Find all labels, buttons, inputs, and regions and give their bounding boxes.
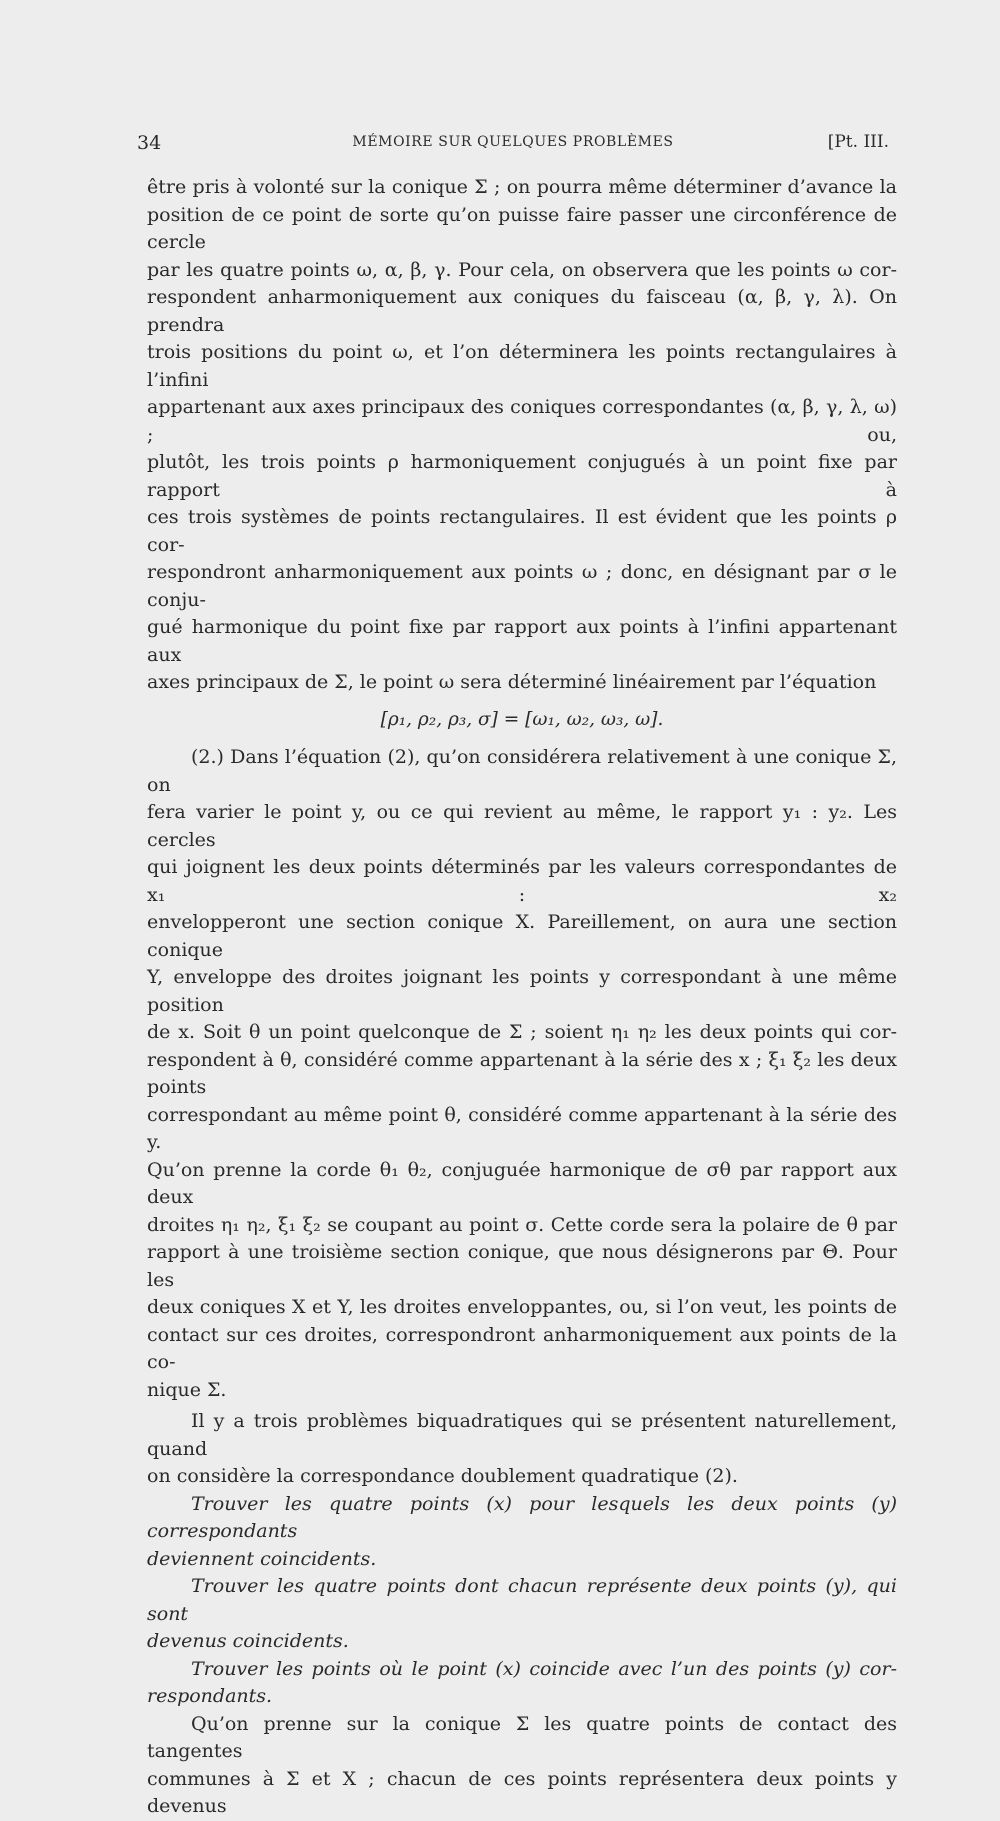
text-line: Trouver les points où le point (x) coincide avec l’un des points (y) cor- (191, 1657, 897, 1680)
page-body (147, 174, 897, 1821)
text-line: trois positions du point ω, et l’on déterminera les points rectangulaires à l’infini (147, 341, 897, 391)
text-line: fera varier le point y, ou ce qui revient au même, le rapport y₁ : y₂. Les cercles (147, 801, 897, 851)
problem-2 (147, 1573, 897, 1656)
text-line: Qu’on prenne la corde θ₁ θ₂, conjuguée harmonique de σθ par rapport aux deux (147, 1158, 897, 1208)
text-line: position de ce point de sorte qu’on puisse faire passer une circonférence de cercle (147, 203, 897, 253)
text-line: respondront anharmoniquement aux points ω ; donc, en désignant par σ le conju- (147, 561, 897, 611)
text-line: on considère la correspondance doublement quadratique (2). (147, 1465, 738, 1487)
text-line: correspondant au même point θ, considéré comme appartenant à la série des y. (147, 1103, 897, 1153)
running-title: MÉMOIRE SUR QUELQUES PROBLÈMES (352, 134, 674, 150)
text-line: envelopperont une section conique X. Pareillement, on aura une section conique (147, 911, 897, 961)
text-line: Il y a trois problèmes biquadratiques qui se présentent naturellement, quand (147, 1410, 897, 1460)
text-line: nique Σ. (147, 1378, 227, 1401)
text-line: droites η₁ η₂, ξ₁ ξ₂ se coupant au point σ. Cette corde sera la polaire de θ par (147, 1213, 897, 1236)
text-line: qui joignent les deux points déterminés par les valeurs correspondantes de x₁ : x₂ (147, 856, 897, 906)
problem-1 (147, 1491, 897, 1574)
text-line: plutôt, les trois points ρ harmoniquement conjugués à un point fixe par rapport à (147, 451, 897, 501)
text-line: appartenant aux axes principaux des coniques correspondantes (α, β, γ, λ, ω) ; ou, (147, 396, 897, 446)
text-line: rapport à une troisième section conique, que nous désignerons par Θ. Pour les (147, 1241, 897, 1291)
text-line: devenus coincidents. (147, 1630, 349, 1652)
problem-3 (147, 1656, 897, 1711)
text-line: axes principaux de Σ, le point ω sera déterminé linéairement par l’équation (147, 671, 877, 693)
paragraph-2 (147, 744, 897, 1404)
paragraph-7 (147, 1711, 897, 1821)
text-line: par les quatre points ω, α, β, γ. Pour cela, on observera que les points ω cor- (147, 258, 897, 281)
text-line: communes à Σ et X ; chacun de ces points représentera deux points y devenus (147, 1767, 897, 1817)
text-line: ces trois systèmes de points rectangulaires. Il est évident que les points ρ cor- (147, 506, 897, 556)
text-line: respondent anharmoniquement aux coniques du faisceau (α, β, γ, λ). On prendra (147, 286, 897, 336)
text-line: Y, enveloppe des droites joignant les points y correspondant à une même position (147, 966, 897, 1016)
text-line: contact sur ces droites, correspondront anharmoniquement aux points de la co- (147, 1323, 897, 1373)
page-number: 34 (137, 132, 162, 154)
text-line: de x. Soit θ un point quelconque de Σ ; soient η₁ η₂ les deux points qui cor- (147, 1021, 897, 1043)
text-line: deux coniques X et Y, les droites enveloppantes, ou, si l’on veut, les points de (147, 1296, 897, 1318)
text-line: Qu’on prenne sur la conique Σ les quatre points de contact des tangentes (147, 1712, 897, 1762)
text-line: respondants. (147, 1685, 273, 1707)
text-line: respondent à θ, considéré comme appartenant à la série des x ; ξ₁ ξ₂ les deux points (147, 1048, 897, 1098)
text-line: Trouver les quatre points dont chacun représente deux points (y), qui sont (147, 1575, 897, 1625)
text-line: Trouver les quatre points (x) pour lesquels les deux points (y) correspondants (147, 1492, 897, 1542)
page-header (137, 130, 889, 160)
equation: [ρ₁, ρ₂, ρ₃, σ] = [ω₁, ω₂, ω₃, ω]. (380, 708, 664, 730)
text-line: être pris à volonté sur la conique Σ ; on pourra même déterminer d’avance la (147, 176, 897, 198)
text-line: gué harmonique du point fixe par rapport aux points à l’infini appartenant aux (147, 616, 897, 666)
paragraph-1 (147, 174, 897, 697)
section-marker: [Pt. III. (827, 132, 889, 152)
text-line: (2.) Dans l’équation (2), qu’on considérera relativement à une conique Σ, on (147, 746, 897, 796)
paragraph-3 (147, 1408, 897, 1491)
text-line: deviennent coincidents. (147, 1547, 377, 1570)
